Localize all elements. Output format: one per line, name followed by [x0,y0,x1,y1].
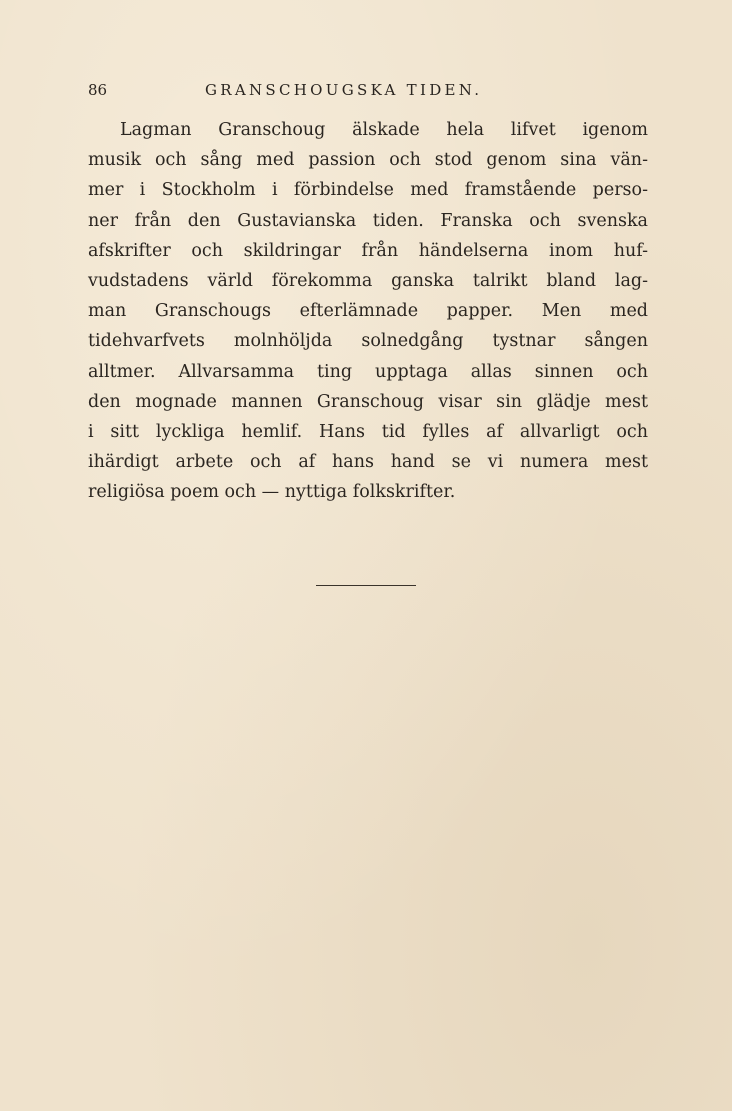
text-line: alltmer. Allvarsamma ting upptaga allas sinnen och [88,361,648,382]
text-line: Lagman Granschoug älskade hela lifvet igenom [120,120,648,140]
paragraph [88,115,648,507]
text-line: afskrifter och skildringar från händelserna inom huf- [88,240,648,261]
page-number: 86 [88,81,108,99]
running-head [88,78,648,102]
text-line: den mognade mannen Granschoug visar sin glädje mest [88,391,648,412]
running-title: GRANSCHOUGSKA TIDEN. [205,81,483,99]
text-line: religiösa poem och — nyttiga folkskrifter. [88,482,456,503]
text-line: man Granschougs efterlämnade papper. Men med [88,301,648,322]
text-line: musik och sång med passion och stod genom sina vän- [88,150,648,171]
section-divider [316,585,416,586]
text-line: vudstadens värld förekomma ganska talrikt bland lag- [88,270,648,291]
text-line: ner från den Gustavianska tiden. Franska och svenska [88,210,648,231]
text-line: i sitt lyckliga hemlif. Hans tid fylles af allvarligt och [88,421,648,442]
text-line: mer i Stockholm i förbindelse med framstående perso- [88,180,648,201]
text-line: ihärdigt arbete och af hans hand se vi numera mest [88,452,648,473]
text-line: tidehvarfvets molnhöljda solnedgång tystnar sången [88,331,648,352]
